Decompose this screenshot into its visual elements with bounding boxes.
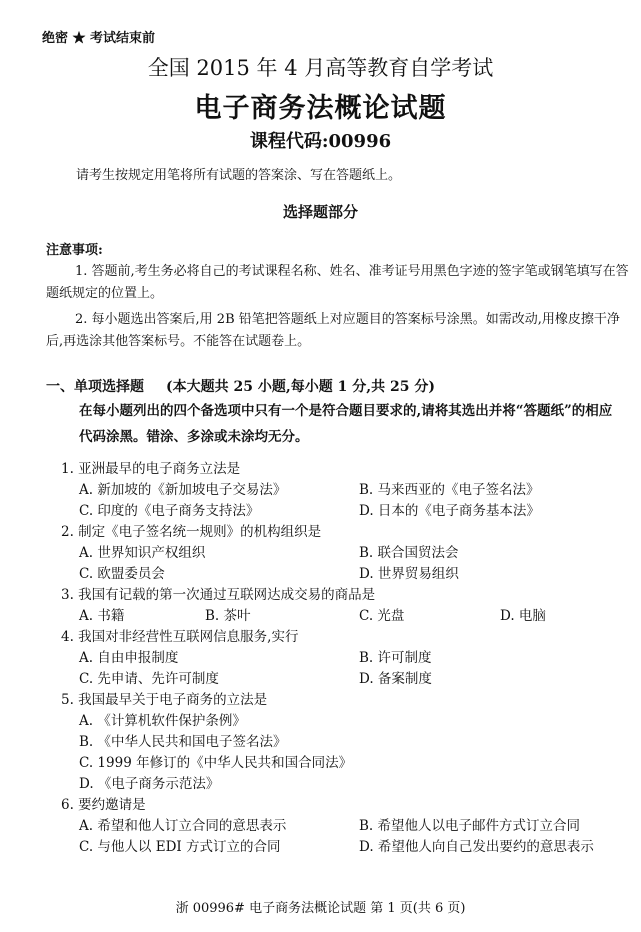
question-option: C. 光盘	[359, 608, 405, 624]
question-option: C. 欧盟委员会	[79, 566, 165, 582]
question-option: C. 1999 年修订的《中华人民共和国合同法》	[79, 755, 353, 771]
question-option: A. 世界知识产权组织	[79, 545, 206, 561]
question-option: C. 与他人以 EDI 方式订立的合同	[79, 839, 281, 855]
part-one-heading	[46, 376, 435, 396]
question-option: D. 《电子商务示范法》	[79, 776, 220, 792]
question-option: D. 日本的《电子商务基本法》	[359, 503, 540, 519]
question-stem: 2. 制定《电子签名统一规则》的机构组织是	[61, 524, 322, 540]
exam-title: 全国 2015 年 4 月高等教育自学考试	[147, 56, 494, 80]
question-option: D. 希望他人向自己发出要约的意思表示	[359, 839, 594, 855]
section-title: 选择题部分	[282, 203, 358, 221]
notes-title: 注意事项:	[46, 243, 103, 258]
question-stem: 6. 要约邀请是	[61, 797, 146, 813]
question-option: C. 印度的《电子商务支持法》	[79, 503, 260, 519]
question-option: B. 《中华人民共和国电子签名法》	[79, 734, 287, 750]
part-one-description: 在每小题列出的四个备选项中只有一个是符合题目要求的,请将其选出并将“答题纸”的相应代码涂黑。错涂、多涂或未涂均无分。	[79, 403, 613, 445]
question-option: B. 联合国贸法会	[359, 545, 459, 561]
question-option: B. 茶叶	[205, 608, 251, 624]
question-option: C. 先申请、先许可制度	[79, 671, 219, 687]
note-item-1: 1. 答题前,考生务必将自己的考试课程名称、姓名、准考证号用黑色字迹的签字笔或钢笔填写在答题纸规定的位置上。	[46, 264, 629, 301]
question-option: A. 自由申报制度	[79, 650, 179, 666]
question-option: B. 马来西亚的《电子签名法》	[359, 482, 540, 498]
question-stem: 1. 亚洲最早的电子商务立法是	[61, 461, 241, 477]
question-option: B. 许可制度	[359, 650, 432, 666]
page-footer: 浙 00996# 电子商务法概论试题 第 1 页(共 6 页)	[175, 901, 466, 916]
question-stem: 5. 我国最早关于电子商务的立法是	[61, 692, 268, 708]
question-option: D. 备案制度	[359, 671, 432, 687]
confidential-label: 绝密 ★ 考试结束前	[42, 31, 156, 46]
paper-title: 电子商务法概论试题	[194, 93, 447, 124]
question-option: A. 书籍	[79, 608, 125, 624]
part-one-title: 一、单项选择题	[46, 379, 144, 395]
question-option: A. 《计算机软件保护条例》	[79, 713, 246, 729]
answer-instruction: 请考生按规定用笔将所有试题的答案涂、写在答题纸上。	[76, 168, 402, 183]
question-stem: 3. 我国有记载的第一次通过互联网达成交易的商品是	[61, 587, 376, 603]
note-item-2: 2. 每小题选出答案后,用 2B 铅笔把答题纸上对应题目的答案标号涂黑。如需改动,用橡皮擦干净后,再选涂其他答案标号。不能答在试题卷上。	[46, 312, 620, 349]
question-stem: 4. 我国对非经营性互联网信息服务,实行	[61, 629, 299, 645]
question-option: A. 新加坡的《新加坡电子交易法》	[79, 482, 287, 498]
course-code: 课程代码:00996	[249, 131, 392, 152]
question-option: B. 希望他人以电子邮件方式订立合同	[359, 818, 581, 834]
question-option: A. 希望和他人订立合同的意思表示	[79, 818, 287, 834]
part-one-subtitle: (本大题共 25 小题,每小题 1 分,共 25 分)	[166, 379, 435, 395]
question-option: D. 世界贸易组织	[359, 566, 459, 582]
question-option: D. 电脑	[500, 608, 546, 624]
